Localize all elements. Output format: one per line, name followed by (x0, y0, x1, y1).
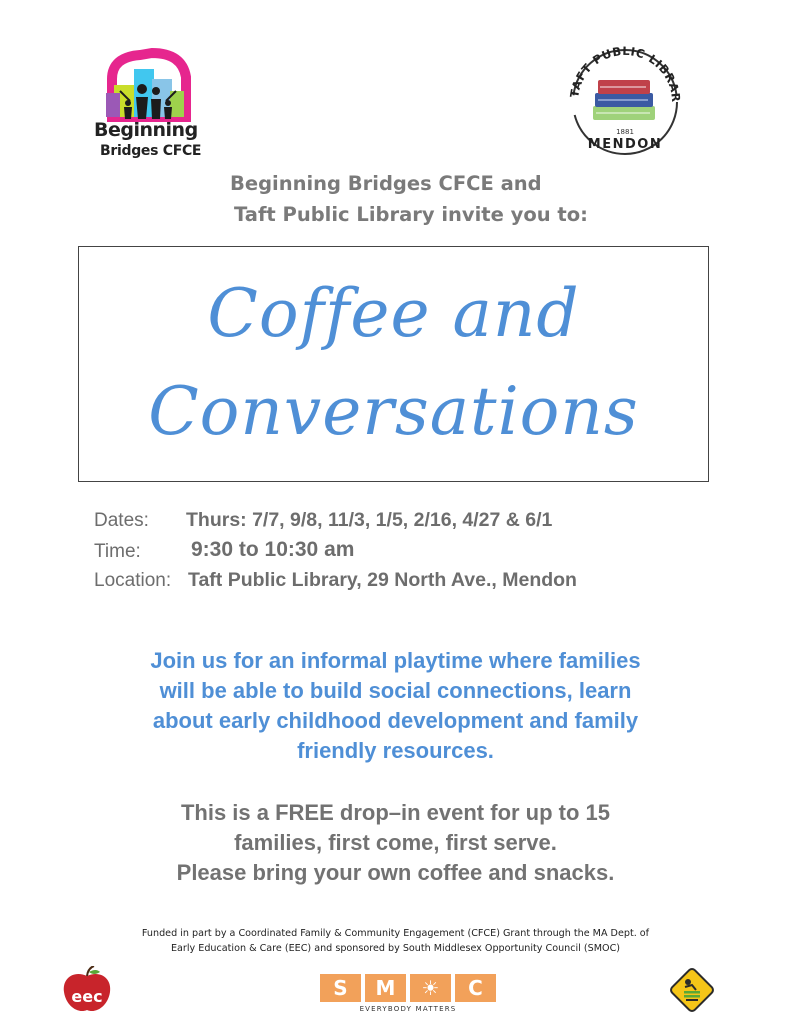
invite-line-2: Taft Public Library invite you to: (234, 203, 588, 226)
library-arc-text: TAFT PUBLIC LIBRAR (567, 43, 684, 103)
library-town: MENDON (587, 137, 663, 152)
buildings-family-icon (90, 45, 220, 125)
free-event-notice (80, 798, 711, 888)
invite-line-1: Beginning Bridges CFCE and (230, 172, 542, 195)
taft-library-logo (560, 36, 690, 166)
brain-building-logo (668, 966, 716, 1014)
dates-value: Thurs: 7/7, 9/8, 11/3, 1/5, 2/16, 4/27 & 6/1 (186, 509, 553, 531)
funding-statement (60, 926, 731, 956)
description-line: Join us for an informal playtime where families (150, 648, 641, 673)
description-line: about early childhood development and family (152, 708, 639, 733)
smoc-tagline: EVERYBODY MATTERS (359, 1005, 457, 1013)
smoc-logo (320, 974, 496, 1014)
library-year: 1881 (616, 128, 634, 136)
notice-line: families, first come, first serve. (234, 830, 557, 855)
smoc-letter: C (455, 974, 496, 1002)
notice-line: Please bring your own coffee and snacks. (176, 860, 615, 885)
description-line: will be able to build social connections, learn (159, 678, 632, 703)
smoc-sun-icon: ☀ (410, 974, 451, 1002)
notice-line: This is a FREE drop–in event for up to 15 (180, 800, 611, 825)
smoc-letter: M (365, 974, 406, 1002)
eec-text: eec (71, 987, 103, 1006)
logo-text-beginning: Beginning (94, 119, 198, 141)
time-label: Time: (94, 541, 141, 562)
time-value: 9:30 to 10:30 am (191, 538, 355, 561)
eec-logo (60, 966, 114, 1014)
library-books-icon (560, 36, 690, 166)
event-title-box (78, 246, 709, 482)
location-label: Location: (94, 570, 172, 591)
apple-eec-icon (60, 966, 114, 1014)
location-value: Taft Public Library, 29 North Ave., Mendon (188, 569, 577, 591)
beginning-bridges-logo (90, 45, 220, 165)
logo-text-bridges: Bridges CFCE (100, 143, 202, 159)
dates-label: Dates: (94, 510, 149, 531)
smoc-letter: S (320, 974, 361, 1002)
event-title-line-2: Conversations (148, 373, 639, 450)
event-title-line-1: Coffee and (207, 275, 580, 352)
funding-line: Early Education & Care (EEC) and sponsored by South Middlesex Opportunity Council (SMOC) (170, 943, 621, 954)
funding-line: Funded in part by a Coordinated Family & Community Engagement (CFCE) Grant through the MA Dept. of (141, 928, 650, 939)
invite-text (230, 168, 650, 230)
brain-building-sign-icon (668, 966, 716, 1014)
description-line: friendly resources. (297, 738, 494, 763)
event-description (60, 646, 731, 766)
